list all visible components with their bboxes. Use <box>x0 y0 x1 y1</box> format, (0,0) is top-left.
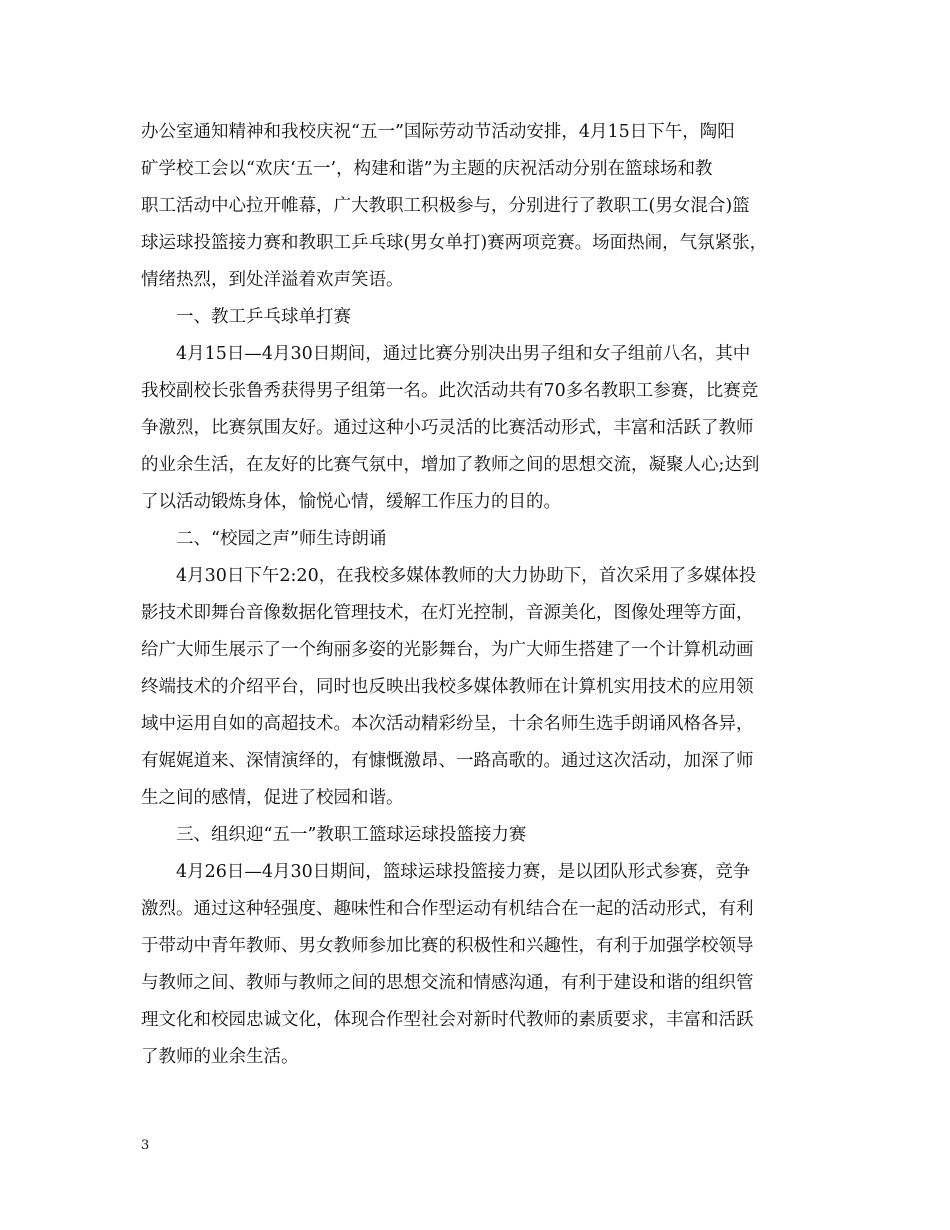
body-text-line: 与教师之间、教师与教师之间的思想交流和情感沟通，有利于建设和谐的组织管 <box>141 973 754 993</box>
section-heading-1: 一、教工乒乓球单打赛 <box>176 307 351 327</box>
body-text-line: 了教师的业余生活。 <box>141 1047 299 1067</box>
body-text-line: 给广大师生展示了一个绚丽多姿的光影舞台，为广大师生搭建了一个计算机动画 <box>141 640 754 660</box>
body-text-line: 影技术即舞台音像数据化管理技术，在灯光控制，音源美化，图像处理等方面， <box>141 603 754 623</box>
body-text-line: 4月15日—4月30日期间，通过比赛分别决出男子组和女子组前八名，其中 <box>176 344 751 364</box>
body-text-line: 终端技术的介绍平台，同时也反映出我校多媒体教师在计算机实用技术的应用领 <box>141 677 754 697</box>
body-text-line: 4月30日下午2:20，在我校多媒体教师的大力协助下，首次采用了多媒体投 <box>176 566 757 586</box>
body-text-line: 激烈。通过这种轻强度、趣味性和合作型运动有机结合在一起的活动形式，有利 <box>141 899 754 919</box>
body-text-line: 球运球投篮接力赛和教职工乒乓球(男女单打)赛两项竞赛。场面热闹，气氛紧张， <box>141 233 768 253</box>
body-text-line: 域中运用自如的高超技术。本次活动精彩纷呈，十余名师生选手朗诵风格各异， <box>141 714 754 734</box>
section-heading-2: 二、“校园之声”师生诗朗诵 <box>176 529 387 549</box>
body-text-line: 的业余生活，在友好的比赛气氛中，增加了教师之间的思想交流，凝聚人心;达到 <box>141 455 760 475</box>
body-text-line: 生之间的感情，促进了校园和谐。 <box>141 788 404 808</box>
page-number: 3 <box>141 1138 150 1153</box>
body-text-line: 矿学校工会以“欢庆‘五一’，构建和谐”为主题的庆祝活动分别在篮球场和教 <box>141 159 713 179</box>
body-text-line: 理文化和校园忠诚文化，体现合作型社会对新时代教师的素质要求，丰富和活跃 <box>141 1010 754 1030</box>
body-text-line: 争激烈，比赛氛围友好。通过这种小巧灵活的比赛活动形式，丰富和活跃了教师 <box>141 418 754 438</box>
body-text-line: 职工活动中心拉开帷幕，广大教职工积极参与，分别进行了教职工(男女混合)篮 <box>141 196 750 216</box>
section-heading-3: 三、组织迎“五一”教职工篮球运球投篮接力赛 <box>176 825 527 845</box>
body-text-line: 情绪热烈，到处洋溢着欢声笑语。 <box>141 270 404 290</box>
body-text-line: 有娓娓道来、深情演绎的，有慷慨激昂、一路高歌的。通过这次活动，加深了师 <box>141 751 754 771</box>
body-text-line: 办公室通知精神和我校庆祝“五一”国际劳动节活动安排，4月15日下午，陶阳 <box>141 122 735 142</box>
body-text-line: 于带动中青年教师、男女教师参加比赛的积极性和兴趣性，有利于加强学校领导 <box>141 936 754 956</box>
body-text-line: 4月26日—4月30日期间，篮球运球投篮接力赛，是以团队形式参赛，竞争 <box>176 862 751 882</box>
body-text-line: 了以活动锻炼身体，愉悦心情，缓解工作压力的目的。 <box>141 492 561 512</box>
body-text-line: 我校副校长张鲁秀获得男子组第一名。此次活动共有70多名教职工参赛，比赛竞 <box>141 381 759 401</box>
